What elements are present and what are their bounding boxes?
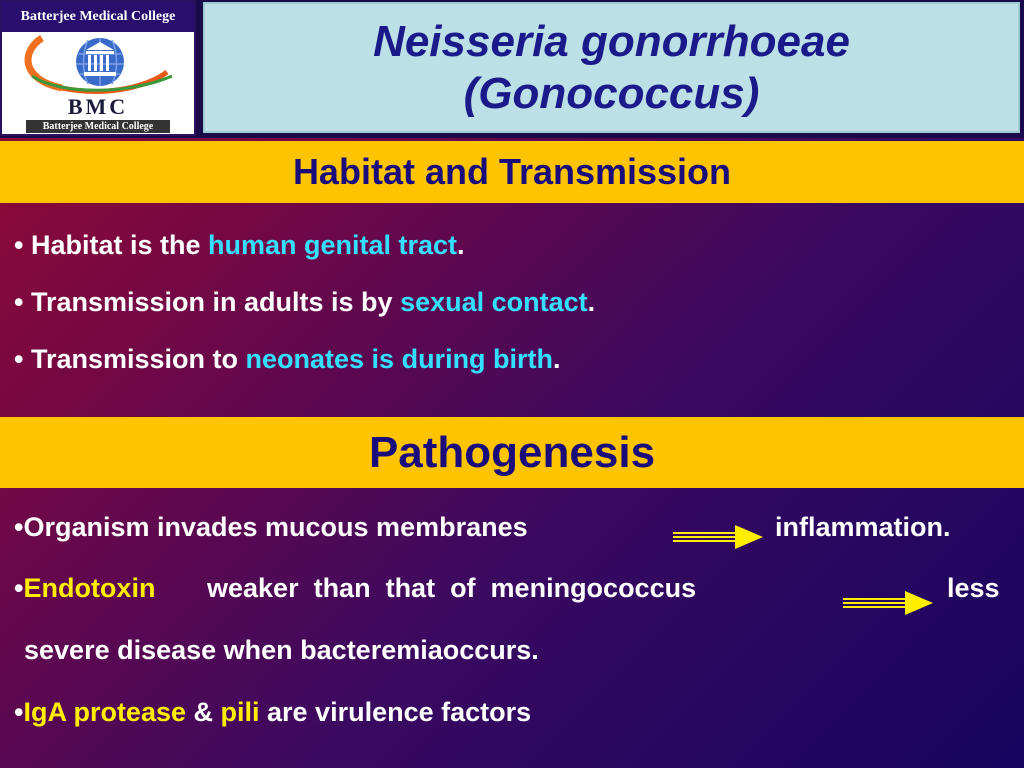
transmission-neonates-bullet (14, 344, 561, 375)
college-caption: Batterjee Medical College (2, 2, 194, 32)
bullet-text: • Habitat is the (14, 230, 208, 260)
bullet-highlight: pili (220, 697, 260, 727)
endotoxin-middle: weaker than that of meningococcus (207, 573, 697, 603)
bullet-suffix: . (587, 287, 596, 317)
pathogenesis-heading: Pathogenesis (0, 417, 1024, 488)
bullet-dot: • (14, 697, 24, 727)
bullet-text: & (186, 697, 221, 727)
slide-title (373, 16, 850, 120)
bullet-dot: • (14, 573, 24, 603)
bullet-highlight: sexual contact (400, 287, 588, 317)
title-line-2: (Gonococcus) (463, 68, 760, 118)
top-band (0, 0, 1024, 138)
habitat-heading: Habitat and Transmission (0, 141, 1024, 203)
logo-bmc-text: BMC (67, 94, 129, 119)
right-arrow-icon (673, 523, 763, 551)
endotoxin-result: less (947, 573, 1000, 603)
bullet-highlight: IgA protease (23, 697, 186, 727)
bullet-suffix: . (457, 230, 465, 260)
virulence-bullet (14, 697, 531, 728)
title-line-1: Neisseria gonorrhoeae (373, 16, 850, 66)
bullet-highlight: human genital tract (207, 230, 458, 260)
logo-subtitle: Batterjee Medical College (26, 120, 170, 133)
endotoxin-continuation: severe disease when bacteremiaoccurs. (24, 635, 539, 665)
bullet-text: • Transmission to (14, 344, 246, 374)
invasion-bullet: •Organism invades mucous membranes (14, 512, 528, 542)
habitat-bullet (14, 230, 465, 261)
logo-emblem-icon (2, 32, 194, 96)
bullet-text: • Transmission in adults is by (14, 287, 401, 317)
bullet-text: are virulence factors (259, 697, 532, 727)
bullet-highlight: Endotoxin (23, 573, 156, 603)
transmission-adults-bullet (14, 287, 595, 318)
bullet-suffix: . (553, 344, 561, 374)
title-box (203, 2, 1020, 133)
right-arrow-icon (843, 589, 933, 617)
endotoxin-bullet (14, 573, 155, 604)
invasion-result: inflammation. (775, 512, 951, 542)
college-logo (0, 0, 196, 136)
bullet-highlight: neonates is during birth (245, 344, 554, 374)
